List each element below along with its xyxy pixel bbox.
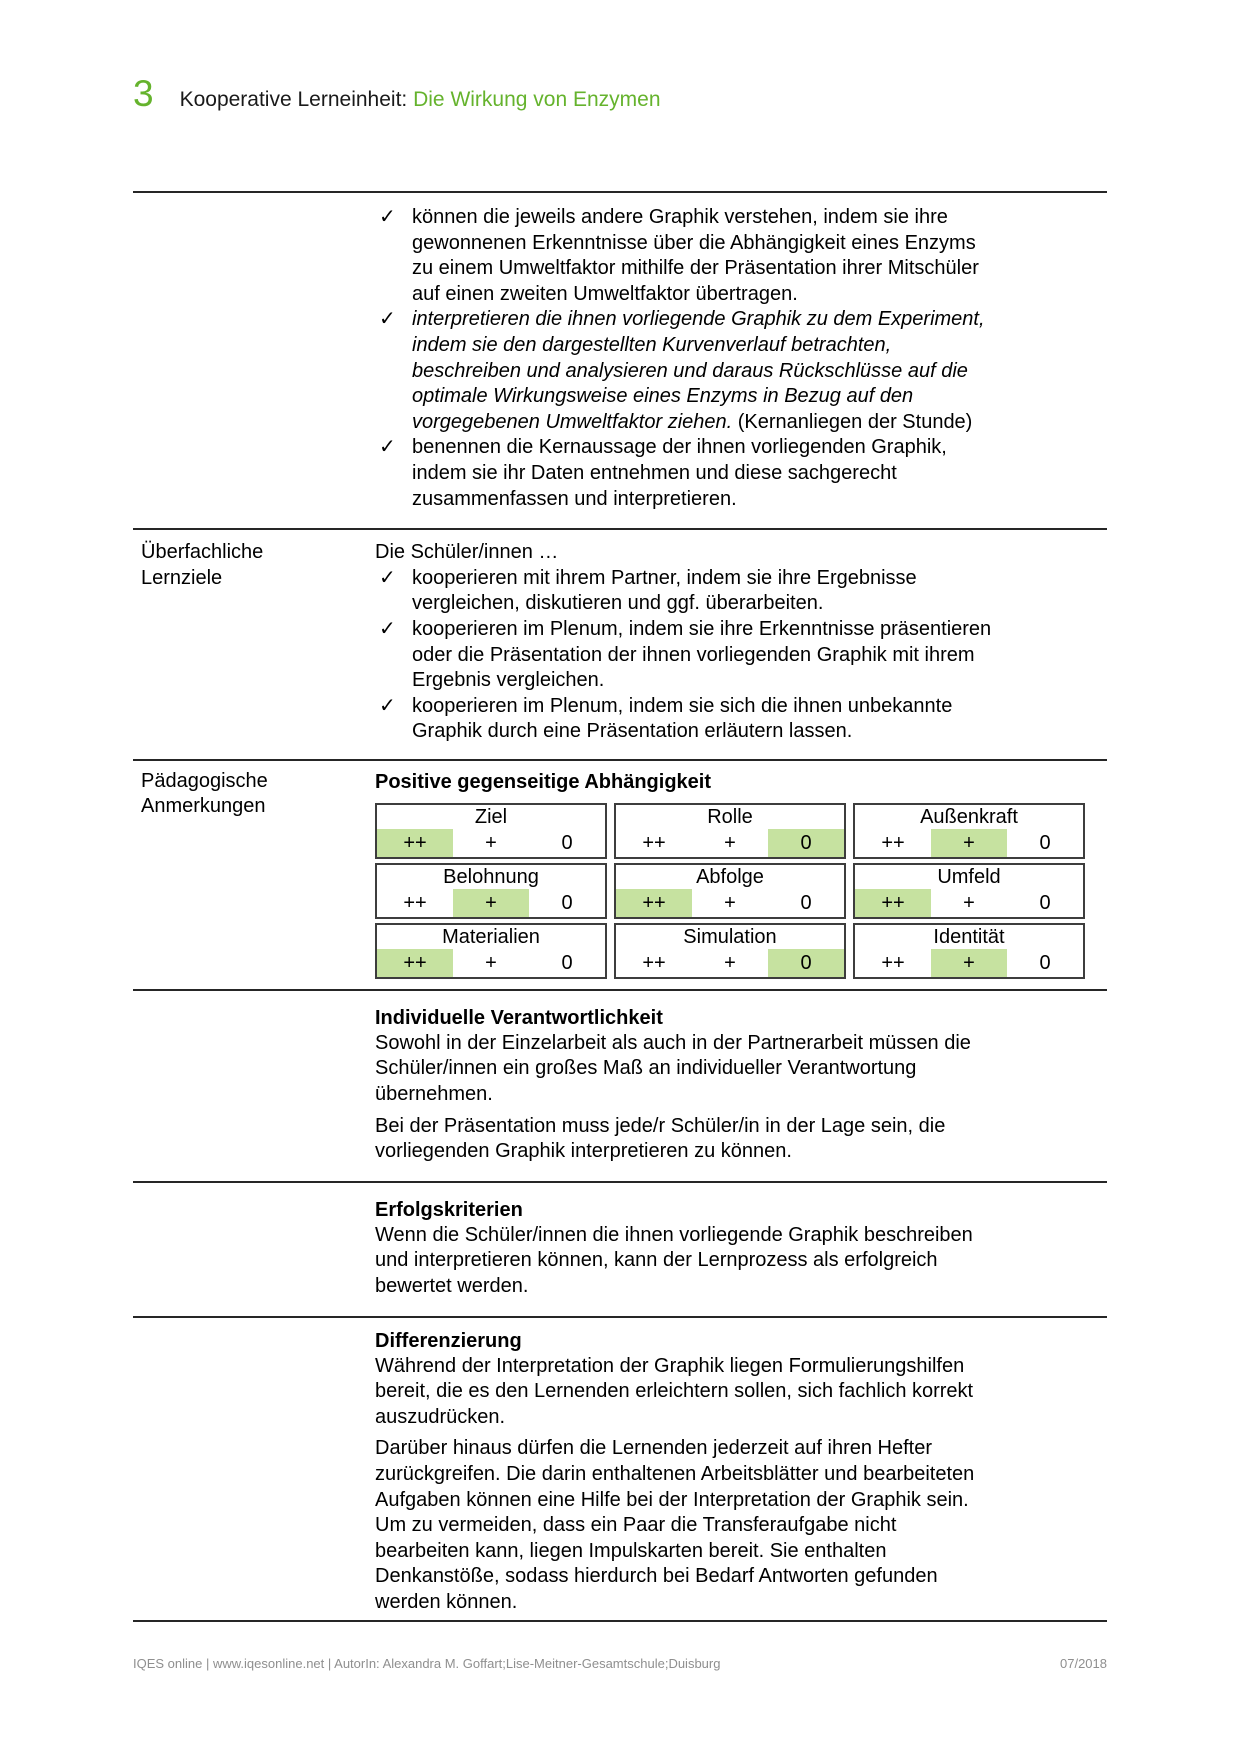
rating-grid: [375, 803, 1085, 979]
text-line: Wenn die Schüler/innen die ihnen vorliegende Graphik beschreiben: [375, 1223, 973, 1246]
text-line: vergleichen, diskutieren und ggf. überarbeiten.: [412, 592, 824, 615]
rating-table: [853, 863, 1085, 919]
section-heading: Erfolgskriterien: [375, 1198, 523, 1221]
rating-table-title: Außenkraft: [920, 805, 1018, 828]
text-line: Um zu vermeiden, dass ein Paar die Transferaufgabe nicht: [375, 1514, 897, 1537]
rating-table-title: Belohnung: [443, 865, 539, 888]
rating-table-title: Ziel: [474, 805, 508, 828]
text-line: kooperieren im Plenum, indem sie sich die ihnen unbekannte: [412, 694, 953, 717]
rating-table-title: Abfolge: [696, 865, 764, 888]
text-line: Aufgaben können eine Hilfe bei der Interpretation der Graphik sein.: [375, 1488, 969, 1511]
text-line: Denkanstöße, sodass hierdurch bei Bedarf Antworten gefunden: [375, 1565, 938, 1588]
rating-cell: 0: [1039, 891, 1051, 914]
text-line: Ergebnis vergleichen.: [412, 669, 605, 692]
list-item: [375, 435, 1085, 512]
checkmark-icon: ✓: [379, 436, 396, 459]
paragraph: [375, 1354, 1085, 1431]
text-line: indem sie den dargestellten Kurvenverlauf betrachten,: [412, 333, 892, 356]
rating-cell: ++: [403, 891, 427, 914]
text-line: oder die Präsentation der ihnen vorliegenden Graphik mit ihrem: [412, 643, 975, 666]
text-line: interpretieren die ihnen vorliegende Graphik zu dem Experiment,: [412, 308, 985, 331]
row-differentiation: [133, 1316, 1107, 1620]
rating-cell: 0: [561, 951, 573, 974]
row-label-empty: [133, 1318, 368, 1620]
rating-table-title: Rolle: [707, 805, 753, 828]
text-line: Sowohl in der Einzelarbeit als auch in der Partnerarbeit müssen die: [375, 1031, 971, 1054]
rating-cell: 0: [561, 831, 573, 854]
footer-date: 07/2018: [1060, 1655, 1107, 1671]
rating-table: [614, 803, 846, 859]
row-subject-goals: [133, 191, 1107, 528]
rating-cell: +: [453, 889, 529, 917]
rating-table-title: Identität: [933, 925, 1005, 948]
section-heading: Positive gegenseitige Abhängigkeit: [375, 770, 711, 793]
rating-cell: +: [724, 891, 736, 914]
row-responsibility: [133, 989, 1107, 1181]
rating-table-title: Umfeld: [937, 865, 1001, 888]
text-line: optimale Wirkungsweise eines Enzyms in Bezug auf den: [412, 385, 914, 408]
footer-source: IQES online | www.iqesonline.net | AutorIn: Alexandra M. Goffart;Lise-Meitner-Gesamtschule;Duisburg: [133, 1655, 721, 1671]
paragraph: [375, 1436, 1085, 1615]
page-title-highlight: Die Wirkung von Enzymen: [413, 88, 661, 111]
rating-cell: +: [485, 831, 497, 854]
rating-cell: ++: [881, 951, 905, 974]
page-title: [180, 88, 661, 112]
rating-cell: +: [724, 831, 736, 854]
rating-table: [375, 863, 607, 919]
row-label: Überfachliche Lernziele: [141, 541, 264, 589]
section-heading: Individuelle Verantwortlichkeit: [375, 1006, 663, 1029]
text-line: vorliegenden Graphik interpretieren zu können.: [375, 1140, 792, 1163]
paragraph: [375, 1031, 1085, 1108]
rating-table-title: Materialien: [442, 925, 540, 948]
text-line: Graphik durch eine Präsentation erläutern lassen.: [412, 720, 853, 743]
row-label-empty: [133, 1183, 368, 1316]
text-line: gewonnenen Erkenntnisse über die Abhängigkeit eines Enzyms: [412, 231, 976, 254]
text-line: benennen die Kernaussage der ihnen vorliegenden Graphik,: [412, 436, 947, 459]
page-footer: [133, 1656, 1107, 1672]
section-heading: Differenzierung: [375, 1329, 522, 1352]
text-line: Schüler/innen ein großes Maß an individueller Verantwortung: [375, 1057, 917, 1080]
list-item: [375, 617, 1085, 694]
rating-cell: +: [931, 949, 1007, 977]
list-item: [375, 566, 1085, 617]
rating-cell: +: [963, 891, 975, 914]
rating-cell: 0: [800, 891, 812, 914]
rating-table: [375, 923, 607, 979]
rating-table-title: Simulation: [683, 925, 777, 948]
rating-cell: 0: [768, 949, 844, 977]
rating-cell: ++: [881, 831, 905, 854]
checkmark-icon: ✓: [379, 308, 396, 331]
text-line: bearbeiten kann, liegen Impulskarten bereit. Sie enthalten: [375, 1539, 887, 1562]
chapter-number: 3: [133, 73, 154, 114]
text-line: vorgegebenen Umweltfaktor ziehen. (Kernanliegen der Stunde): [412, 410, 973, 433]
text-line: auf einen zweiten Umweltfaktor übertragen.: [412, 282, 798, 305]
checkmark-icon: ✓: [379, 617, 396, 640]
paragraph: [375, 1114, 1085, 1165]
rating-cell: 0: [561, 891, 573, 914]
text-line: können die jeweils andere Graphik verstehen, indem sie ihre: [412, 206, 948, 228]
intro-line: Die Schüler/innen …: [375, 541, 559, 564]
checkmark-icon: ✓: [379, 694, 396, 717]
page-header: [133, 75, 1107, 113]
rating-cell: ++: [616, 889, 692, 917]
text-line: werden können.: [375, 1590, 518, 1613]
rating-cell: ++: [642, 831, 666, 854]
rating-cell: ++: [855, 889, 931, 917]
text-line: Bei der Präsentation muss jede/r Schüler/in in der Lage sein, die: [375, 1114, 946, 1137]
rating-cell: ++: [377, 829, 453, 857]
text-line: übernehmen.: [375, 1083, 493, 1106]
text-line: zu einem Umweltfaktor mithilfe der Präsentation ihrer Mitschüler: [412, 257, 979, 280]
rating-cell: +: [724, 951, 736, 974]
rating-cell: 0: [768, 829, 844, 857]
text-line: kooperieren mit ihrem Partner, indem sie ihre Ergebnisse: [412, 566, 917, 589]
text-line: Darüber hinaus dürfen die Lernenden jederzeit auf ihren Hefter: [375, 1437, 933, 1460]
rating-cell: 0: [1039, 831, 1051, 854]
row-label-empty: [133, 991, 368, 1181]
list-item: [375, 205, 1085, 307]
text-line: indem sie ihr Daten entnehmen und diese sachgerecht: [412, 461, 897, 484]
row-success-criteria: [133, 1181, 1107, 1316]
text-line: zurückgreifen. Die darin enthaltenen Arbeitsblätter und bearbeiteten: [375, 1463, 975, 1485]
text-line: auszudrücken.: [375, 1405, 506, 1428]
paragraph: [375, 1223, 1085, 1300]
row-general-goals: [133, 528, 1107, 759]
rating-table: [853, 803, 1085, 859]
rating-cell: +: [931, 829, 1007, 857]
text-line: zusammenfassen und interpretieren.: [412, 487, 737, 510]
text-line: kooperieren im Plenum, indem sie ihre Erkenntnisse präsentieren: [412, 617, 992, 640]
text-line: bewertet werden.: [375, 1275, 529, 1298]
row-label: Pädagogische Anmerkungen: [141, 769, 268, 818]
checkmark-icon: ✓: [379, 566, 396, 589]
rating-table: [853, 923, 1085, 979]
rating-cell: ++: [642, 951, 666, 974]
rating-cell: 0: [1039, 951, 1051, 974]
rating-table: [614, 923, 846, 979]
text-line: beschreiben und analysieren und daraus Rückschlüsse auf die: [412, 359, 968, 382]
list-item: [375, 307, 1085, 435]
rating-table: [375, 803, 607, 859]
rating-cell: +: [485, 951, 497, 974]
list-item: [375, 694, 1085, 745]
rating-table: [614, 863, 846, 919]
content-table: [133, 191, 1107, 1622]
text-line: und interpretieren können, kann der Lernprozess als erfolgreich: [375, 1249, 938, 1272]
row-pedagogy: [133, 759, 1107, 989]
rating-cell: ++: [377, 949, 453, 977]
checkmark-icon: ✓: [379, 206, 396, 228]
page-title-prefix: Kooperative Lerneinheit:: [179, 88, 408, 111]
text-line: bereit, die es den Lernenden erleichtern sollen, sich fachlich korrekt: [375, 1380, 974, 1403]
text-line: Während der Interpretation der Graphik liegen Formulierungshilfen: [375, 1354, 965, 1377]
row-label-empty: [133, 193, 368, 528]
